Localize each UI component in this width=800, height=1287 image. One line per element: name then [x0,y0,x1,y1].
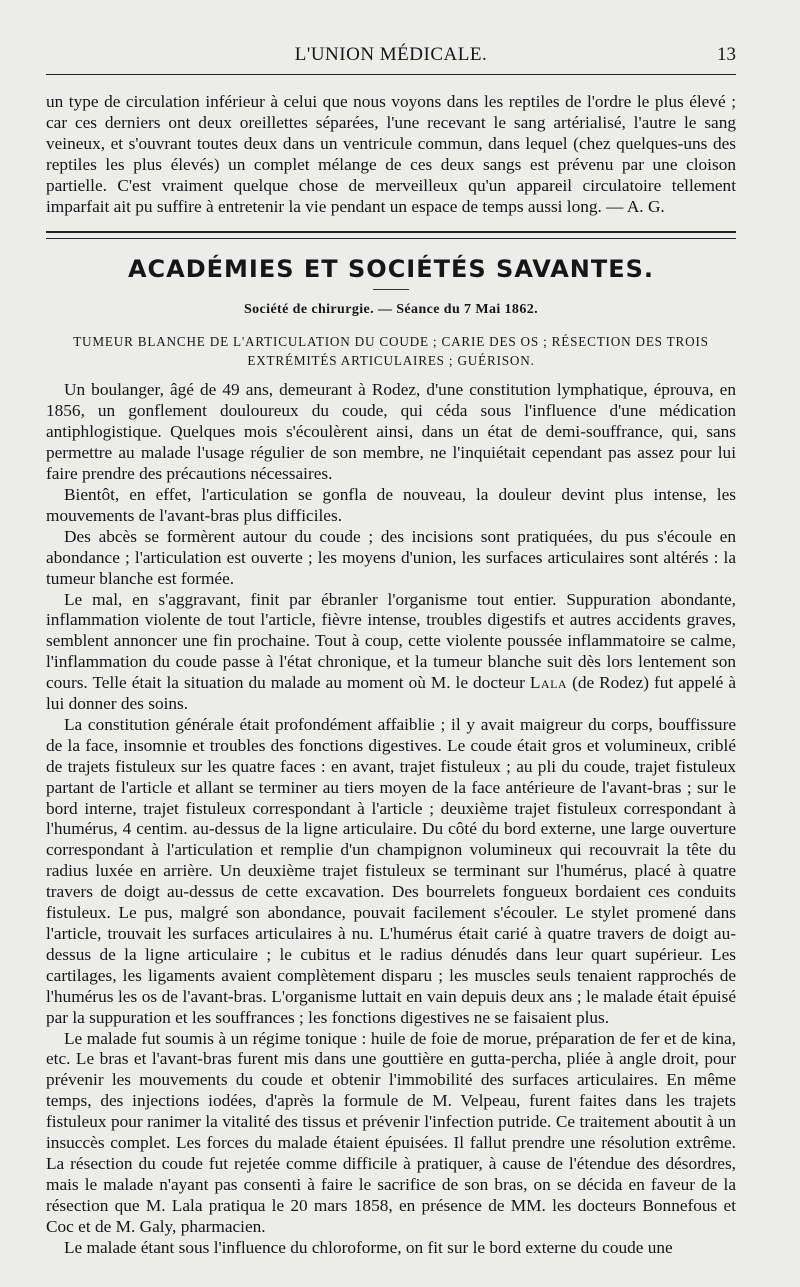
header-rule [46,74,736,75]
case-paragraph-7: Le malade étant sous l'influence du chloroforme, on fit sur le bord externe du coude une [64,1237,673,1257]
case-paragraph-4-text-a: Le mal, en s'aggravant, finit par ébranler l'organisme tout entier. Suppuration abondante, inflammation violente de tout l'article, fièvre intense, troubles digestifs et autres accidents graves, semblent annoncer une fin prochaine. Tout à coup, cette violente poussée inflammatoire se calme, l'inflammation du coude passe à l'état chronique, et la tumeur blanche suit dès lors lentement son cours. Telle était la situation du malade au moment où M. le docteur [46,589,736,693]
case-heading-line-2: EXTRÉMITÉS ARTICULAIRES ; GUÉRISON. [247,353,535,369]
doctor-name: Lala [529,673,568,693]
intro-paragraph: un type de circulation inférieur à celui que nous voyons dans les reptiles de l'ordre le plus élevé ; car ces derniers ont deux oreillettes séparées, l'une recevant le sang artérialisé, l'autre le sang veineux, et s'ouvrant toutes deux dans un ventricule commun, dans lequel (chez quelques-uns des reptiles les plus élevés) un complet mélange de ces deux sangs est prévenu par une cloison partielle. C'est vraiment quelque chose de merveilleux qu'un appareil circulatoire tellement imparfait ait pu suffire à entretenir la vie pendant un espace de temps aussi long. — A. G. [46,92,736,216]
section-divider [46,231,736,239]
case-paragraph-2: Bientôt, en effet, l'articulation se gonfla de nouveau, la douleur devint plus intense, les mouvements de l'avant-bras plus difficiles. [46,484,736,525]
running-title: L'UNION MÉDICALE. [294,44,488,65]
case-paragraph-3: Des abcès se formèrent autour du coude ; des incisions sont pratiquées, du pus s'écoule en abondance ; l'articulation est ouverte ; les moyens d'union, les surfaces articulaires sont altérés : la tumeur blanche est formée. [46,526,736,588]
case-body [46,380,736,1258]
case-heading [46,332,736,370]
case-paragraph-5: La constitution générale était profondément affaiblie ; il y avait maigreur du corps, bouffissure de la face, insomnie et troubles des fonctions digestives. Le coude était gros et volumineux, criblé de trajets fistuleux sur les quatre faces : en avant, trajet fistuleux ; au pli du coude, trajet fistuleux partant de l'article et allant se terminer au tiers moyen de la face antérieure de l'avant-bras ; sur le bord interne, trajet fistuleux correspondant à l'article ; deuxième trajet fistuleux correspondant à l'humérus, 4 centim. au-dessus de la ligne articulaire. Du côté du bord externe, une large ouverture correspondant à l'articulation et remplie d'un champignon volumineux qui recouvrait la tête du radius luxée en arrière. Un deuxième trajet fistuleux se terminant sur l'humérus, placé à quatre travers de doigt au-dessus de cette excavation. Des bourrelets fongueux bordaient ces conduits fistuleux. Le pus, malgré son abondance, pouvait facilement s'écouler. Le stylet promené dans l'article, trouvait les surfaces articulaires à nu. L'humérus était carié à quatre travers de doigt au-dessus de la ligne articulaire ; le cubitus et le radius dénudés dans leur quart supérieur. Les cartilages, les ligaments avaient complètement disparu ; les muscles seuls tenaient rapprochés de l'humérus les os de l'avant-bras. L'organisme luttait en vain depuis deux ans ; le malade était épuisé par la suppuration et les souffrances ; les fonctions digestives ne se faisaient plus. [46,714,736,1027]
page-number: 13 [717,44,736,65]
case-paragraph-4 [46,590,736,715]
title-underline [373,289,409,290]
society-session-line: Société de chirurgie. — Séance du 7 Mai 1862. [243,302,539,318]
running-head [46,0,736,76]
section-title: ACADÉMIES ET SOCIÉTÉS SAVANTES. [127,255,655,284]
case-paragraph-6: Le malade fut soumis à un régime tonique : huile de foie de morue, préparation de fer et de kina, etc. Le bras et l'avant-bras furent mis dans une gouttière en gutta-percha, pliée à angle droit, pour prévenir les mouvements du coude et obtenir l'immobilité des surfaces articulaires. En même temps, des injections iodées, d'après la formule de M. Velpeau, furent faites dans les trajets fistuleux pour ranimer la vitalité des tissus et prévenir l'infection putride. Ce traitement aboutit à un insuccès complet. Les forces du malade étaient épuisées. Il fallut prendre une résolution extrême. La résection du coude fut rejetée comme difficile à pratiquer, à cause de l'étendue des désordres, mais le malade n'ayant pas consenti à faire le sacrifice de son bras, on se décida en faveur de la résection que M. Lala pratiqua le 20 mars 1858, en présence de MM. les docteurs Bonnefous et Coc et de M. Galy, pharmacien. [46,1028,736,1236]
case-paragraph-1: Un boulanger, âgé de 49 ans, demeurant à Rodez, d'une constitution lymphatique, éprouva, en 1856, un gonflement douloureux du coude, qui céda sous l'influence d'une médication antiphlogistique. Quelques mois s'écoulèrent ainsi, dans un état de demi-souffrance, qui, sans permettre au malade l'usage régulier de son membre, ne l'inquiétait cependant pas assez pour lui faire prendre des précautions nécessaires. [46,380,736,484]
case-paragraph-4-text-b: (de Rodez) fut appelé à lui donner des soins. [46,673,737,714]
case-heading-line-1: TUMEUR BLANCHE DE L'ARTICULATION DU COUDE ; CARIE DES OS ; RÉSECTION DES TROIS [73,334,709,350]
